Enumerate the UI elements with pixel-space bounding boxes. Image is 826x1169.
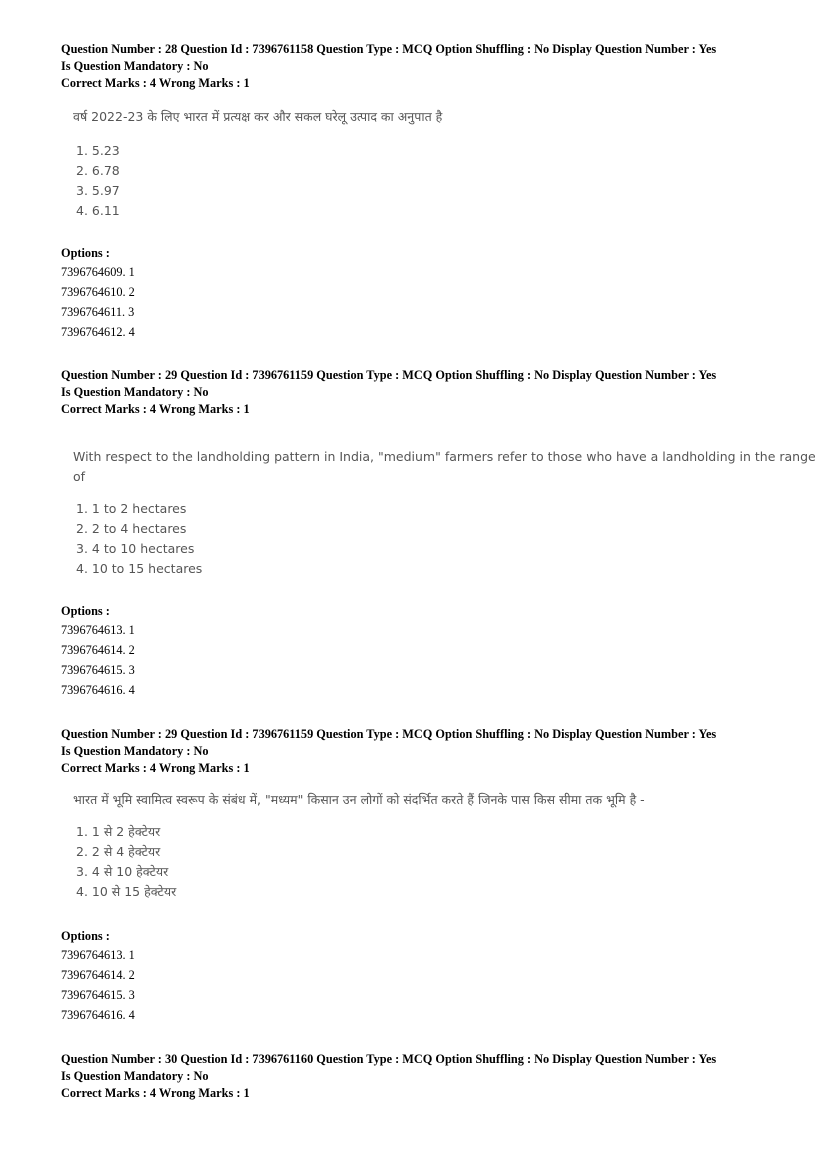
- choice-1: 1. 1 to 2 hectares: [76, 501, 187, 516]
- choice-2: 2. 6.78: [76, 163, 120, 178]
- option-row: 7396764614. 2: [61, 643, 135, 657]
- header-mandatory: Is Question Mandatory : No: [61, 1069, 209, 1083]
- choice-3: 3. 4 से 10 हेक्टेयर: [76, 864, 169, 879]
- header-marks: Correct Marks : 4 Wrong Marks : 1: [61, 761, 250, 775]
- question-text-continued: of: [73, 469, 86, 484]
- option-row: 7396764615. 3: [61, 663, 135, 677]
- question-text: वर्ष 2022-23 के लिए भारत में प्रत्यक्ष कर और सकल घरेलू उत्पाद का अनुपात है: [73, 109, 443, 124]
- header-marks: Correct Marks : 4 Wrong Marks : 1: [61, 402, 250, 416]
- question-header-29-hi: [61, 726, 776, 777]
- choice-2: 2. 2 to 4 hectares: [76, 521, 187, 536]
- option-row: 7396764613. 1: [61, 948, 135, 962]
- option-row: 7396764614. 2: [61, 968, 135, 982]
- choice-4: 4. 10 to 15 hectares: [76, 561, 203, 576]
- option-row: 7396764610. 2: [61, 285, 135, 299]
- header-marks: Correct Marks : 4 Wrong Marks : 1: [61, 1086, 250, 1100]
- question-body-29-en: [73, 447, 816, 579]
- header-line: Question Number : 30 Question Id : 7396761160 Question Type : MCQ Option Shuffling : No Display Question Number : Yes: [61, 1052, 717, 1066]
- choice-3: 3. 4 to 10 hectares: [76, 541, 195, 556]
- option-row: 7396764616. 4: [61, 1008, 135, 1022]
- question-header-30: [61, 1051, 776, 1102]
- question-text: With respect to the landholding pattern in India, "medium" farmers refer to those who have a landholding in the range: [73, 449, 816, 464]
- choice-1: 1. 1 से 2 हेक्टेयर: [76, 824, 161, 839]
- question-header-28: [61, 41, 776, 92]
- header-mandatory: Is Question Mandatory : No: [61, 744, 209, 758]
- option-row: 7396764609. 1: [61, 265, 135, 279]
- option-row: 7396764615. 3: [61, 988, 135, 1002]
- header-line: Question Number : 28 Question Id : 7396761158 Question Type : MCQ Option Shuffling : No Display Question Number : Yes: [61, 42, 717, 56]
- options-label: Options :: [61, 246, 110, 260]
- header-line: Question Number : 29 Question Id : 7396761159 Question Type : MCQ Option Shuffling : No Display Question Number : Yes: [61, 727, 717, 741]
- choice-3: 3. 5.97: [76, 183, 120, 198]
- options-label: Options :: [61, 604, 110, 618]
- question-text: भारत में भूमि स्वामित्व स्वरूप के संबंध में, "मध्यम" किसान उन लोगों को संदर्भित करते हैं जिनके पास किस सीमा तक भूमि है -: [73, 792, 645, 807]
- option-row: 7396764613. 1: [61, 623, 135, 637]
- question-header-29: [61, 367, 776, 418]
- question-body-28: [73, 107, 442, 221]
- choice-2: 2. 2 से 4 हेक्टेयर: [76, 844, 161, 859]
- question-body-29-hi: [73, 790, 645, 902]
- options-label: Options :: [61, 929, 110, 943]
- header-mandatory: Is Question Mandatory : No: [61, 59, 209, 73]
- option-row: 7396764612. 4: [61, 325, 135, 339]
- choice-4: 4. 6.11: [76, 203, 120, 218]
- option-row: 7396764616. 4: [61, 683, 135, 697]
- header-mandatory: Is Question Mandatory : No: [61, 385, 209, 399]
- option-row: 7396764611. 3: [61, 305, 135, 319]
- header-line: Question Number : 29 Question Id : 7396761159 Question Type : MCQ Option Shuffling : No Display Question Number : Yes: [61, 368, 717, 382]
- header-marks: Correct Marks : 4 Wrong Marks : 1: [61, 76, 250, 90]
- choice-4: 4. 10 से 15 हेक्टेयर: [76, 884, 177, 899]
- choice-1: 1. 5.23: [76, 143, 120, 158]
